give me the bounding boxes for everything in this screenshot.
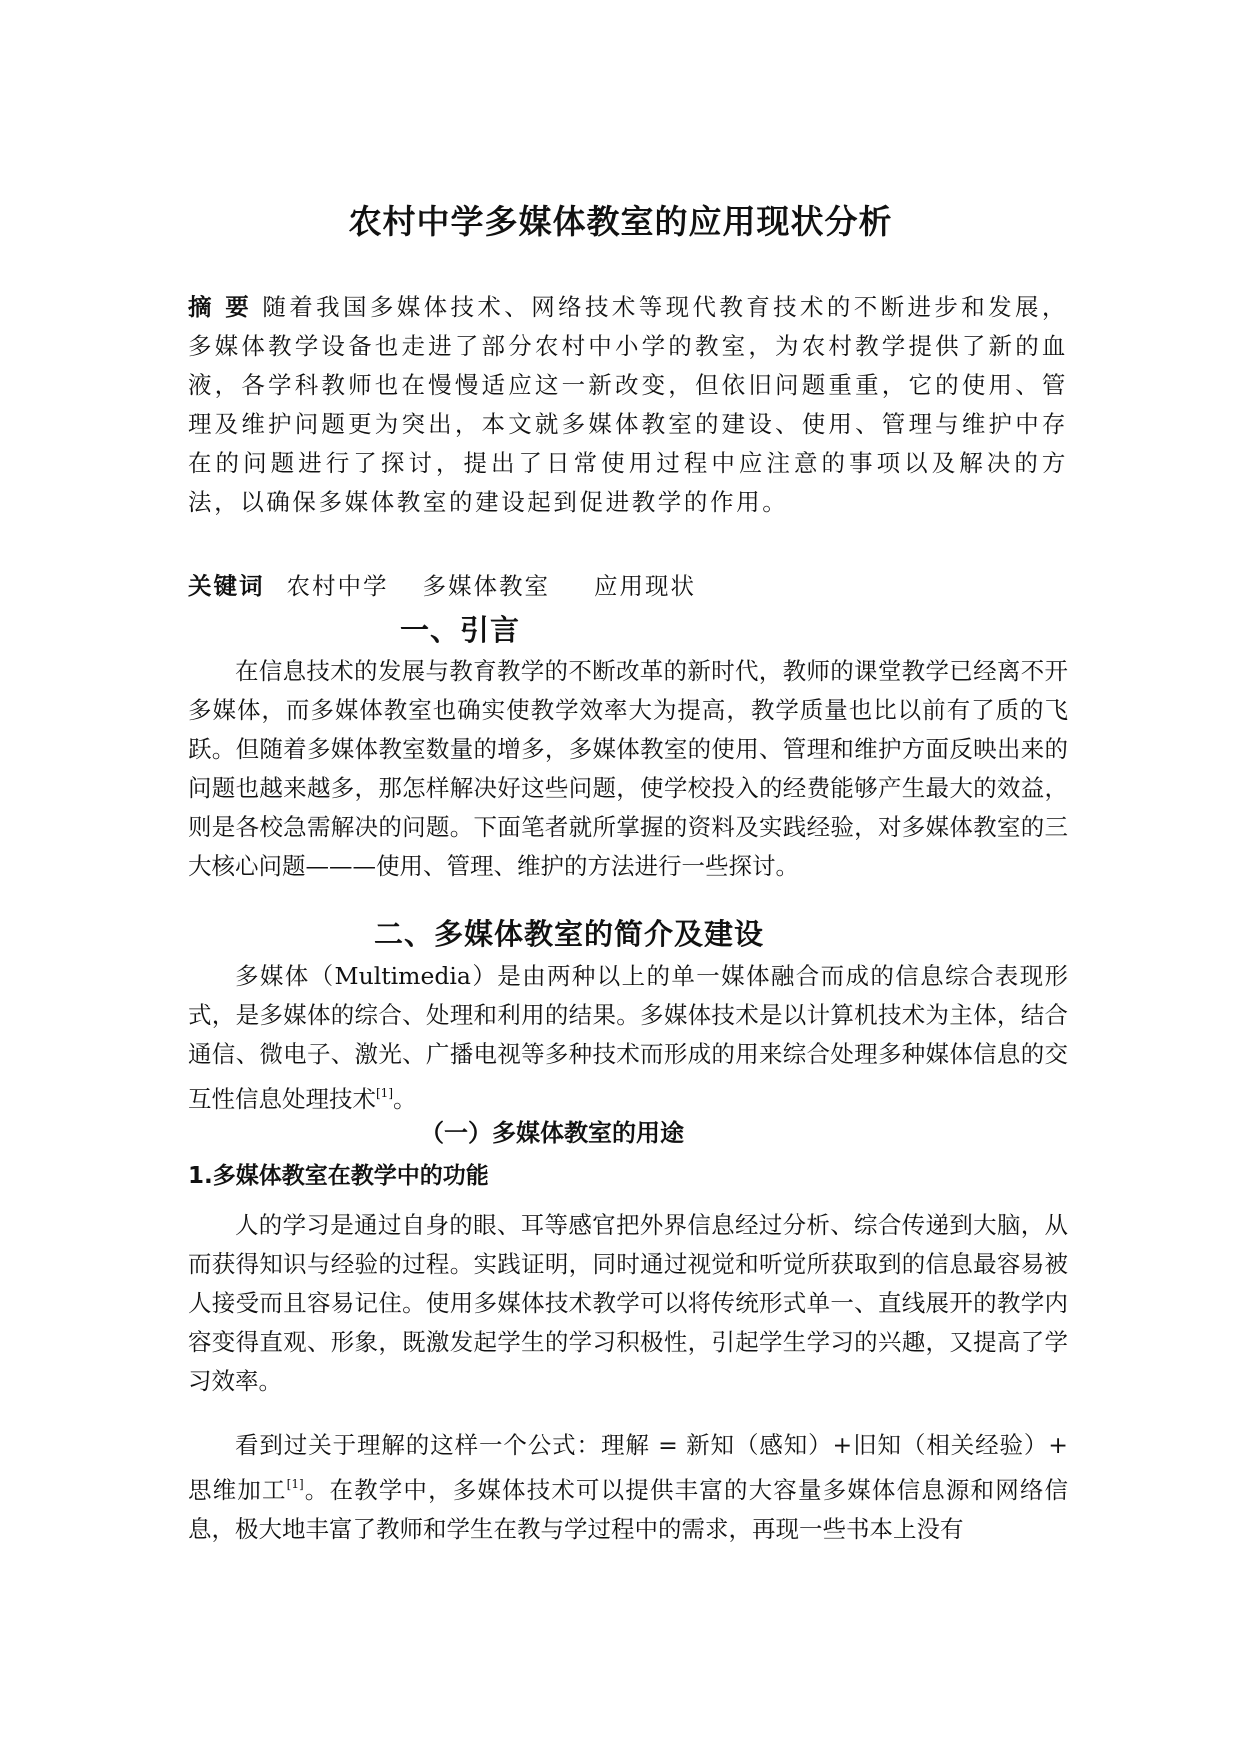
section-2-text: 多媒体（Multimedia）是由两种以上的单一媒体融合而成的信息综合表现形式，是多媒体的综合、处理和利用的结果。多媒体技术是以计算机技术为主体，结合通信、微电子、激光、广播电视等多种技术而形成的用来综合处理多种媒体信息的交互性信息处理技术 bbox=[188, 962, 1068, 1113]
keyword-item: 多媒体教室 bbox=[422, 572, 550, 600]
section-2-paragraph bbox=[188, 957, 1068, 1119]
citation-ref: [1] bbox=[376, 1086, 393, 1100]
keyword-item: 农村中学 bbox=[286, 572, 389, 600]
keywords-row bbox=[188, 567, 696, 606]
subsubsection-heading-1-1: 1.多媒体教室在教学中的功能 bbox=[188, 1163, 489, 1189]
keyword-item: 应用现状 bbox=[594, 572, 696, 600]
section-heading-2: 二、多媒体教室的简介及建设 bbox=[374, 917, 765, 951]
abstract-label: 摘 要 bbox=[188, 293, 252, 321]
body-paragraph-a: 人的学习是通过自身的眼、耳等感官把外界信息经过分析、综合传递到大脑，从而获得知识与经验的过程。实践证明，同时通过视觉和听觉所获取到的信息最容易被人接受而且容易记住。使用多媒体技术教学可以将传统形式单一、直线展开的教学内容变得直观、形象，既激发起学生的学习积极性，引起学生学习的兴趣，又提高了学习效率。 bbox=[188, 1211, 1068, 1395]
citation-ref: [1] bbox=[286, 1477, 304, 1491]
intro-paragraph: 在信息技术的发展与教育教学的不断改革的新时代，教师的课堂教学已经离不开多媒体，而多媒体教室也确实使教学效率大为提高，教学质量也比以前有了质的飞跃。但随着多媒体教室数量的增多，多媒体教室的使用、管理和维护方面反映出来的问题也越来越多，那怎样解决好这些问题，使学校投入的经费能够产生最大的效益，则是各校急需解决的问题。下面笔者就所掌握的资料及实践经验，对多媒体教室的三大核心问题———使用、管理、维护的方法进行一些探讨。 bbox=[188, 657, 1068, 880]
body-paragraph-b-text: 。在教学中，多媒体技术可以提供丰富的大容量多媒体信息源和网络信息，极大地丰富了教师和学生在教与学过程中的需求，再现一些书本上没有 bbox=[188, 1476, 1069, 1543]
abstract-paragraph bbox=[188, 288, 1068, 522]
formula-text: 看到过关于理解的这样一个公式：理解 = 新知（感知）+旧知（相关经验）+ 思维加工 bbox=[188, 1431, 1068, 1504]
subsection-heading-1: （一）多媒体教室的用途 bbox=[420, 1119, 684, 1147]
abstract-text: 随着我国多媒体技术、网络技术等现代教育技术的不断进步和发展，多媒体教学设备也走进了部分农村中小学的教室，为农村教学提供了新的血液，各学科教师也在慢慢适应这一新改变，但依旧问题重重，它的使用、管理及维护问题更为突出，本文就多媒体教室的建设、使用、管理与维护中存在的问题进行了探讨，提出了日常使用过程中应注意的事项以及解决的方法，以确保多媒体教室的建设起到促进教学的作用。 bbox=[188, 293, 1069, 516]
keywords-label: 关键词 bbox=[188, 572, 265, 600]
page-title: 农村中学多媒体教室的应用现状分析 bbox=[348, 202, 893, 241]
section-2-end: 。 bbox=[393, 1085, 417, 1113]
section-heading-intro: 一、引言 bbox=[400, 613, 521, 647]
body-paragraph-b bbox=[188, 1426, 1068, 1549]
